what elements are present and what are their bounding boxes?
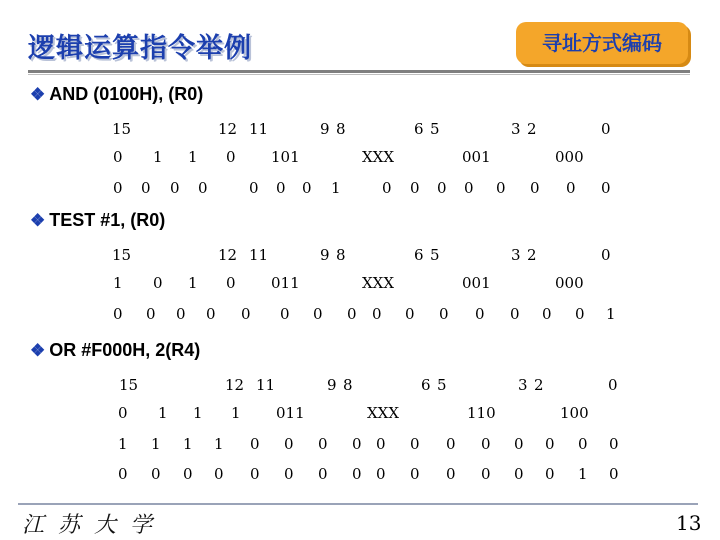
- machine-code-bit: 0: [566, 179, 576, 197]
- bit-position-label: 2: [527, 120, 537, 138]
- machine-code-bit: 0: [146, 305, 156, 323]
- machine-code-bit: 0: [372, 305, 382, 323]
- instruction-field: 100: [560, 404, 589, 422]
- instruction-field: 011: [271, 274, 300, 292]
- machine-code-bit: 0: [510, 305, 520, 323]
- bit-position-label: 12: [225, 376, 245, 394]
- bit-position-label: 8: [336, 246, 346, 264]
- page-title: 逻辑运算指令举例: [28, 33, 252, 64]
- machine-code-bit: 0: [183, 465, 193, 483]
- machine-code-bit: 0: [439, 305, 449, 323]
- bit-position-label: 5: [430, 246, 440, 264]
- instruction-field: 1: [188, 148, 198, 166]
- machine-code-bit: 0: [318, 465, 328, 483]
- bit-position-label: 3: [518, 376, 528, 394]
- bit-position-label: 12: [218, 246, 238, 264]
- instruction-field: 1: [153, 148, 163, 166]
- machine-code-bit: 0: [410, 435, 420, 453]
- instruction-field: XXX: [367, 404, 400, 422]
- bit-position-label: 8: [336, 120, 346, 138]
- machine-code-bit: 1: [578, 465, 588, 483]
- machine-code-bit: 0: [241, 305, 251, 323]
- instruction-field: 000: [555, 274, 584, 292]
- machine-code-bit: 0: [575, 305, 585, 323]
- machine-code-bit: 0: [249, 179, 259, 197]
- instruction-field: 1: [188, 274, 198, 292]
- bit-position-label: 9: [327, 376, 337, 394]
- bit-position-label: 11: [256, 376, 276, 394]
- instruction-field: 1: [231, 404, 241, 422]
- bit-position-label: 0: [608, 376, 618, 394]
- machine-code-bit: 0: [475, 305, 485, 323]
- bit-position-label: 9: [320, 120, 330, 138]
- instruction-field: 0: [113, 148, 123, 166]
- machine-code-bit: 0: [542, 305, 552, 323]
- machine-code-bit: 0: [405, 305, 415, 323]
- machine-code-bit: 0: [113, 179, 123, 197]
- machine-code-bit: 0: [302, 179, 312, 197]
- machine-code-bit: 0: [250, 465, 260, 483]
- machine-code-bit: 1: [118, 435, 128, 453]
- bit-position-label: 8: [343, 376, 353, 394]
- machine-code-bit: 0: [514, 435, 524, 453]
- machine-code-bit: 0: [437, 179, 447, 197]
- bit-position-label: 9: [320, 246, 330, 264]
- page-number: 13: [676, 511, 702, 535]
- machine-code-bit: 0: [151, 465, 161, 483]
- bit-position-label: 6: [421, 376, 431, 394]
- instruction-field: 1: [113, 274, 123, 292]
- machine-code-bit: 0: [352, 435, 362, 453]
- machine-code-bit: 0: [206, 305, 216, 323]
- machine-code-bit: 0: [118, 465, 128, 483]
- example-heading: [30, 210, 165, 231]
- machine-code-bit: 0: [609, 465, 619, 483]
- addressing-mode-label: 寻址方式编码: [542, 31, 662, 55]
- footer-divider: [18, 503, 698, 505]
- bit-position-label: 15: [112, 246, 132, 264]
- bit-position-label: 15: [112, 120, 132, 138]
- machine-code-bit: 0: [530, 179, 540, 197]
- machine-code-bit: 0: [318, 435, 328, 453]
- machine-code-bit: 0: [280, 305, 290, 323]
- machine-code-bit: 0: [481, 435, 491, 453]
- instruction-field: 0: [226, 274, 236, 292]
- machine-code-bit: 0: [170, 179, 180, 197]
- diamond-bullet-icon: ❖: [30, 341, 46, 360]
- title-divider-shadow: [28, 74, 690, 75]
- machine-code-bit: 0: [376, 465, 386, 483]
- diamond-bullet-icon: ❖: [30, 85, 46, 104]
- instruction-field: 1: [193, 404, 203, 422]
- machine-code-bit: 0: [514, 465, 524, 483]
- bit-position-label: 11: [249, 120, 269, 138]
- machine-code-bit: 0: [214, 465, 224, 483]
- machine-code-bit: 0: [347, 305, 357, 323]
- machine-code-bit: 0: [276, 179, 286, 197]
- addressing-mode-badge: [516, 22, 688, 64]
- machine-code-bit: 1: [214, 435, 224, 453]
- bit-position-label: 2: [534, 376, 544, 394]
- bit-position-label: 2: [527, 246, 537, 264]
- bit-position-label: 0: [601, 246, 611, 264]
- instruction-field: 0: [226, 148, 236, 166]
- machine-code-bit: 0: [376, 435, 386, 453]
- title-divider: [28, 70, 690, 73]
- machine-code-bit: 0: [198, 179, 208, 197]
- machine-code-bit: 0: [545, 435, 555, 453]
- bit-position-label: 15: [119, 376, 139, 394]
- machine-code-bit: 1: [331, 179, 341, 197]
- bit-position-label: 6: [414, 246, 424, 264]
- bit-position-label: 12: [218, 120, 238, 138]
- instruction-field: XXX: [362, 274, 395, 292]
- machine-code-bit: 0: [464, 179, 474, 197]
- machine-code-bit: 0: [578, 435, 588, 453]
- instruction-field: 0: [118, 404, 128, 422]
- machine-code-bit: 0: [496, 179, 506, 197]
- example-heading: [30, 340, 200, 361]
- bit-position-label: 5: [430, 120, 440, 138]
- machine-code-bit: 0: [601, 179, 611, 197]
- university-logo: 江苏大学: [22, 513, 167, 538]
- instruction-field: XXX: [362, 148, 395, 166]
- bit-position-label: 3: [511, 246, 521, 264]
- example-heading-text: AND (0100H), (R0): [49, 84, 204, 104]
- machine-code-bit: 0: [113, 305, 123, 323]
- machine-code-bit: 0: [313, 305, 323, 323]
- example-heading-text: OR #F000H, 2(R4): [49, 340, 201, 360]
- machine-code-bit: 0: [446, 465, 456, 483]
- machine-code-bit: 0: [481, 465, 491, 483]
- machine-code-bit: 0: [284, 435, 294, 453]
- machine-code-bit: 0: [352, 465, 362, 483]
- instruction-field: 0: [153, 274, 163, 292]
- machine-code-bit: 1: [606, 305, 616, 323]
- machine-code-bit: 0: [382, 179, 392, 197]
- instruction-field: 1: [158, 404, 168, 422]
- machine-code-bit: 0: [284, 465, 294, 483]
- bit-position-label: 11: [249, 246, 269, 264]
- instruction-field: 001: [462, 148, 491, 166]
- machine-code-bit: 1: [183, 435, 193, 453]
- example-heading-text: TEST #1, (R0): [49, 210, 166, 230]
- machine-code-bit: 0: [446, 435, 456, 453]
- instruction-field: 110: [467, 404, 496, 422]
- machine-code-bit: 0: [609, 435, 619, 453]
- machine-code-bit: 0: [545, 465, 555, 483]
- example-heading: [30, 84, 203, 105]
- machine-code-bit: 0: [410, 179, 420, 197]
- machine-code-bit: 0: [176, 305, 186, 323]
- machine-code-bit: 0: [410, 465, 420, 483]
- instruction-field: 000: [555, 148, 584, 166]
- bit-position-label: 6: [414, 120, 424, 138]
- machine-code-bit: 1: [151, 435, 161, 453]
- instruction-field: 011: [276, 404, 305, 422]
- bit-position-label: 5: [437, 376, 447, 394]
- bit-position-label: 3: [511, 120, 521, 138]
- diamond-bullet-icon: ❖: [30, 211, 46, 230]
- bit-position-label: 0: [601, 120, 611, 138]
- machine-code-bit: 0: [141, 179, 151, 197]
- instruction-field: 001: [462, 274, 491, 292]
- machine-code-bit: 0: [250, 435, 260, 453]
- instruction-field: 101: [271, 148, 300, 166]
